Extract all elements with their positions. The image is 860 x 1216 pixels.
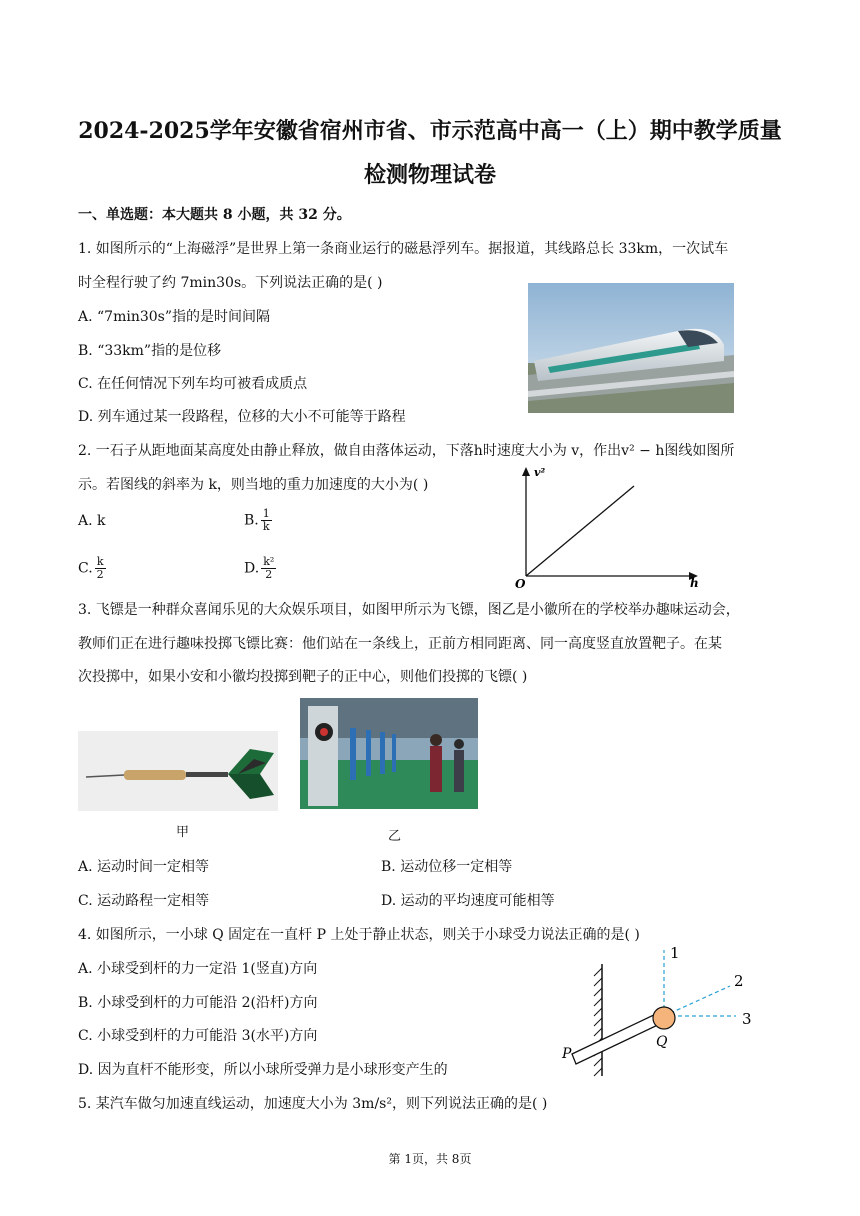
q1-option-a: A. “7min30s”指的是时间间隔 (78, 309, 271, 325)
q2-option-b: B. $\frac{1}{k}$ (244, 507, 270, 533)
q4-option-b: B. 小球受到杆的力可能沿 2(沿杆)方向 (78, 995, 318, 1011)
maglev-train-photo (528, 283, 734, 413)
direction-2 (664, 986, 730, 1016)
dart-photo (78, 731, 278, 811)
q1-option-b: B. “33km”指的是位移 (78, 343, 222, 359)
rod-ball-diagram (558, 942, 768, 1082)
v2-h-graph (512, 462, 707, 590)
q4-option-c: C. 小球受到杆的力可能沿 3(水平)方向 (78, 1028, 318, 1044)
section-heading: 一、单选题：本大题共 8 小题，共 32 分。 (78, 207, 351, 223)
graph-origin-label: O (515, 577, 526, 590)
y-axis-arrow (522, 467, 530, 476)
title-line-2: 检测物理试卷 (363, 162, 496, 188)
q3-option-c: C. 运动路程一定相等 (78, 893, 210, 909)
q2-line-1: 2. 一石子从距地面某高度处由静止释放，做自由落体运动，下落h时速度大小为 v，作出v² − h图线如图所 (78, 443, 735, 459)
title-line-1: 2024-2025学年安徽省宿州市省、市示范高中高一（上）期中教学质量 (78, 118, 782, 144)
label-2: 2 (734, 972, 744, 990)
graph-line (526, 486, 634, 576)
q2-line-2: 示。若图线的斜率为 k，则当地的重力加速度的大小为( ) (78, 477, 429, 493)
page-footer: 第 1页，共 8页 (388, 1152, 472, 1166)
q3-option-a: A. 运动时间一定相等 (78, 859, 210, 875)
q1-option-d: D. 列车通过某一段路程，位移的大小不可能等于路程 (78, 409, 406, 425)
label-q: Q (656, 1034, 668, 1050)
label-p: P (562, 1046, 572, 1062)
q1-line-2: 时全程行驶了约 7min30s。下列说法正确的是( ) (78, 275, 383, 291)
q5-line-1: 5. 某汽车做匀加速直线运动，加速度大小为 3m/s²，则下列说法正确的是( ) (78, 1096, 548, 1112)
rod-p (572, 1012, 664, 1064)
q4-option-a: A. 小球受到杆的力一定沿 1(竖直)方向 (78, 961, 318, 977)
caption-jia: 甲 (176, 825, 190, 840)
q3-line-2: 教师们正在进行趣味投掷飞镖比赛：他们站在一条线上，正前方相同距离、同一高度竖直放置靶子。在某 (78, 636, 722, 652)
q3-option-d: D. 运动的平均速度可能相等 (381, 893, 555, 909)
q3-line-1: 3. 飞镖是一种群众喜闻乐见的大众娱乐项目，如图甲所示为飞镖，图乙是小徽所在的学校举办趣味运动会， (78, 602, 740, 618)
q2-option-a: A. k (78, 513, 106, 529)
q3-line-3: 次投掷中，如果小安和小徽均投掷到靶子的正中心，则他们投掷的飞镖( ) (78, 669, 528, 685)
graph-y-label: v² (534, 466, 546, 479)
label-3: 3 (742, 1010, 752, 1028)
ball-q (653, 1007, 675, 1029)
q1-line-1: 1. 如图所示的“上海磁浮”是世界上第一条商业运行的磁悬浮列车。据报道，其线路总长 33km，一次试车 (78, 241, 729, 257)
q4-option-d: D. 因为直杆不能形变，所以小球所受弹力是小球形变产生的 (78, 1062, 448, 1078)
q2-option-c: C. $\frac{k}{2}$ (78, 555, 104, 581)
q3-option-b: B. 运动位移一定相等 (381, 859, 513, 875)
caption-yi: 乙 (388, 829, 402, 844)
dart-competition-photo (300, 698, 478, 809)
graph-x-label: h (690, 576, 699, 590)
q2-option-d: D. $\frac{\text{k²}}{2}$ (244, 555, 275, 581)
q4-line-1: 4. 如图所示，一小球 Q 固定在一直杆 P 上处于静止状态，则关于小球受力说法正确的是( ) (78, 927, 640, 943)
label-1: 1 (670, 944, 680, 962)
q1-option-c: C. 在任何情况下列车均可被看成质点 (78, 376, 308, 392)
